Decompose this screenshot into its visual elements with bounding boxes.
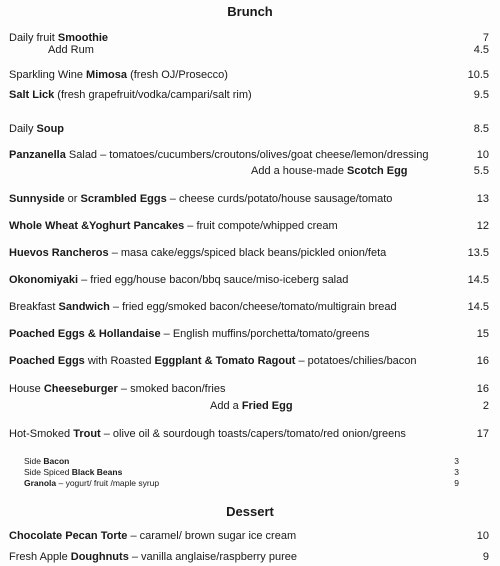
menu-item [0,467,500,478]
menu-item [0,354,500,370]
item-price: 7 [482,32,489,44]
item-price: 16 [476,383,489,395]
item-text: or [64,193,81,205]
menu-item-description [24,467,122,477]
menu-item [0,327,500,343]
item-price: 13.5 [467,247,489,259]
item-text: Add a house-made [251,165,348,177]
item-name: Eggplant & Tomato Ragout [154,355,296,367]
item-text: – fried egg/house bacon/bbq sauce/miso-iceberg salad [78,274,349,286]
item-text: – yogurt/ fruit /maple syrup [56,478,160,488]
menu-item-description [9,148,428,162]
item-name: Smoothie [57,32,109,44]
item-price: 10 [476,149,489,161]
item-text: – olive oil & sourdough toasts/capers/tomato/red onion/greens [100,428,406,440]
menu-item [0,382,500,398]
menu-item [0,68,500,84]
item-price: 3 [454,467,459,477]
menu-item-description [9,88,252,102]
menu-item-description [9,427,406,441]
item-name: Scrambled Eggs [80,193,167,205]
item-name: Bacon [43,456,70,466]
menu-item-description [9,219,338,233]
item-price: 10 [476,530,489,542]
item-text: (fresh OJ/Prosecco) [127,69,228,81]
item-name: Black Beans [71,467,123,477]
item-text: Hot-Smoked [9,428,74,440]
menu-item-description [9,273,348,287]
item-text: (fresh grapefruit/vodka/campari/salt rim) [54,89,252,101]
item-name: Mimosa [86,69,128,81]
item-name: Doughnuts [70,551,129,563]
item-text: Fresh Apple [9,551,71,563]
menu-item [0,43,500,59]
item-name: Okonomiyaki [9,274,79,286]
menu-item [0,300,500,316]
menu-item-description [9,354,417,368]
menu-item-description [251,164,408,178]
item-price: 9 [482,551,489,563]
item-price: 2 [482,400,489,412]
item-price: 10.5 [467,69,489,81]
item-name: Salt Lick [9,89,55,101]
item-text: – potatoes/chilies/bacon [295,355,417,367]
item-text: – vanilla anglaise/raspberry puree [128,551,297,563]
menu-item [0,219,500,235]
item-name: Chocolate Pecan Torte [9,530,128,542]
dessert-heading: Dessert [226,504,274,519]
item-price: 9.5 [473,89,489,101]
menu-item-description [9,327,370,341]
item-name: Cheeseburger [43,383,118,395]
brunch-heading: Brunch [227,4,273,19]
item-text: Breakfast [9,301,59,313]
item-name: Sunnyside [9,193,65,205]
item-price: 5.5 [473,165,489,177]
item-text: Add Rum [48,44,94,56]
item-price: 14.5 [467,301,489,313]
item-price: 8.5 [473,123,489,135]
item-price: 13 [476,193,489,205]
item-text: – smoked bacon/fries [117,383,226,395]
menu-item [0,550,500,566]
menu-item [0,88,500,104]
item-text: – cheese curds/potato/house sausage/tomato [166,193,393,205]
item-price: 17 [476,428,489,440]
menu-item-description [48,43,94,57]
item-text: Daily [9,123,37,135]
menu-item [0,273,500,289]
item-name: Soup [36,123,65,135]
menu-item [0,148,500,164]
menu-item-description [9,529,296,543]
menu-item [0,246,500,262]
item-text: Salad – tomatoes/cucumbers/croutons/olives/goat cheese/lemon/dressing [65,149,429,161]
item-text: – masa cake/eggs/spiced black beans/pickled onion/feta [108,247,387,259]
item-name: Granola [24,478,57,488]
item-text: Side Spiced [24,467,72,477]
menu-item-description [9,68,228,82]
item-name: Poached Eggs [9,355,85,367]
menu-item [0,122,500,138]
item-text: Daily fruit [9,32,58,44]
menu-item-description [9,550,297,564]
item-price: 3 [454,456,459,466]
menu-item-description [24,456,69,466]
item-text: – fruit compote/whipped cream [184,220,338,232]
menu-item-description [24,478,159,488]
menu-item [0,192,500,208]
item-name: Huevos Rancheros [9,247,109,259]
item-name: Poached Eggs & Hollandaise [9,328,161,340]
menu-item-description [9,300,397,314]
item-name: Sandwich [58,301,110,313]
item-name: Trout [73,428,101,440]
item-price: 12 [476,220,489,232]
menu-item-description [9,192,392,206]
item-text: Sparkling Wine [9,69,87,81]
item-price: 14.5 [467,274,489,286]
item-price: 15 [476,328,489,340]
item-name: Scotch Egg [347,165,408,177]
item-text: Side [24,456,44,466]
menu-item-description [9,246,386,260]
item-price: 16 [476,355,489,367]
menu-item-description [9,382,225,396]
menu-item [0,456,500,467]
item-name: Panzanella [9,149,66,161]
item-price: 9 [454,478,459,488]
menu-item-description [210,399,293,413]
item-name: Fried Egg [241,400,293,412]
item-name: Whole Wheat &Yoghurt Pancakes [9,220,185,232]
item-text: – fried egg/smoked bacon/cheese/tomato/multigrain bread [109,301,397,313]
item-text: House [9,383,44,395]
item-text: with Roasted [84,355,155,367]
item-text: Add a [210,400,242,412]
item-text: – caramel/ brown sugar ice cream [127,530,297,542]
menu-item [0,478,500,489]
menu-item [0,529,500,545]
menu-item [0,427,500,443]
menu-item-description [9,122,64,136]
menu-item [0,164,500,180]
menu-item [0,399,500,415]
item-text: – English muffins/porchetta/tomato/greens [160,328,370,340]
item-price: 4.5 [473,44,489,56]
